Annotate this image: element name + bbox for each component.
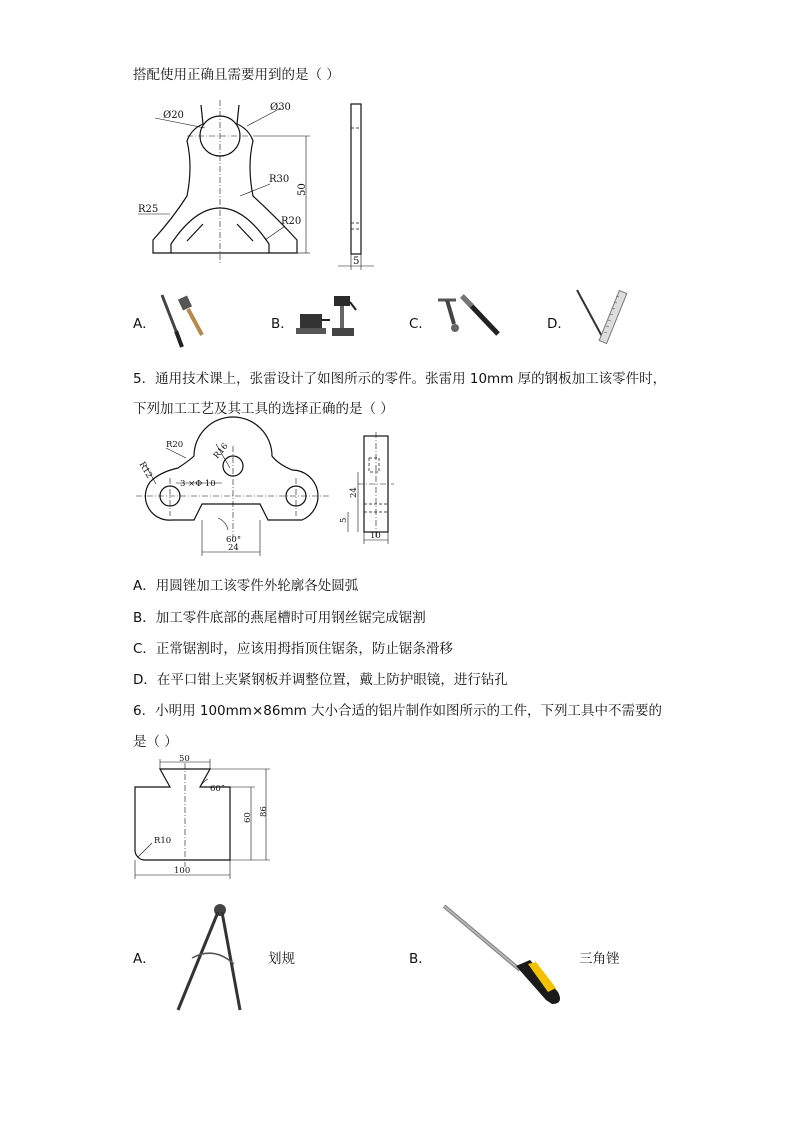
q5-dim-r20: R20 — [166, 440, 184, 450]
q5-dim-side-10: 10 — [370, 531, 381, 541]
q4-dim-r25: R25 — [138, 204, 159, 215]
q5-stem-line2: 下列加工工艺及其工具的选择正确的是（ ） — [133, 401, 394, 417]
q6-workpiece-drawing — [130, 754, 275, 882]
q4-dim-r30: R30 — [269, 174, 290, 185]
q4-dim-d20: Ø20 — [163, 110, 184, 121]
q4-option-d-label[interactable]: D． — [547, 316, 571, 332]
q5-dim-angle: 60° — [226, 535, 242, 545]
q5-option-b[interactable]: B．加工零件底部的燕尾槽时可用钢丝锯完成锯割 — [133, 610, 426, 626]
q4-dim-r20: R20 — [281, 216, 302, 227]
scriber-and-steel-ruler-icon — [575, 288, 637, 346]
q5-option-a[interactable]: A．用圆锉加工该零件外轮廓各处圆弧 — [133, 578, 359, 594]
bench-vise-and-drill-press-icon — [294, 292, 356, 344]
q6-option-a-text[interactable]: 划规 — [268, 951, 295, 967]
q4-dim-d30: Ø30 — [270, 102, 291, 113]
q5-dim-24: 24 — [228, 543, 239, 553]
q4-wrench-drawing — [135, 96, 315, 266]
q5-part-drawing — [132, 430, 337, 560]
q6-dim-100: 100 — [174, 866, 191, 876]
q6-stem-line1: 6．小明用 100mm×86mm 大小合适的铝片制作如图所示的工件，下列工具中不需要的 — [133, 703, 663, 719]
q5-dim-side-24: 24 — [349, 487, 359, 498]
q6-dim-60: 60 — [243, 812, 253, 823]
q4-dim-50: 50 — [297, 183, 308, 196]
q6-dim-50: 50 — [179, 754, 190, 764]
q6-option-b-text[interactable]: 三角锉 — [579, 951, 620, 967]
q5-option-c[interactable]: C．正常锯割时，应该用拇指顶住锯条，防止锯条滑移 — [133, 641, 453, 657]
q4-side-view — [338, 98, 378, 273]
triangular-file-icon — [440, 900, 570, 1010]
q6-option-b-label[interactable]: B． — [409, 951, 432, 967]
q4-option-b-label[interactable]: B． — [271, 316, 294, 332]
q4-stem: 搭配使用正确且需要用到的是（ ） — [133, 67, 340, 83]
q5-stem-line1: 5．通用技术课上，张雷设计了如图所示的零件。张雷用 10mm 厚的钢板加工该零件时， — [133, 371, 667, 387]
q6-option-a-label[interactable]: A． — [133, 951, 156, 967]
q5-dim-r12: R12 — [136, 460, 154, 481]
q6-stem-line2: 是（ ） — [133, 734, 178, 750]
q5-option-d[interactable]: D．在平口钳上夹紧钢板并调整位置，戴上防护眼镜，进行钻孔 — [133, 672, 508, 688]
q5-dim-holes: 3 ×Φ 10 — [180, 479, 216, 489]
q4-option-a-label[interactable]: A． — [133, 316, 156, 332]
q6-dim-r10: R10 — [154, 836, 172, 846]
q4-dim-5: 5 — [353, 256, 360, 267]
dividers-icon — [174, 902, 244, 1012]
q6-dim-angle: 60° — [210, 784, 226, 794]
q5-dim-r16: R16 — [211, 441, 231, 462]
q5-dim-side-5: 5 — [339, 517, 349, 523]
q6-dim-86: 86 — [259, 806, 269, 817]
q5-side-view — [338, 432, 398, 547]
q4-option-c-label[interactable]: C． — [409, 316, 432, 332]
file-and-brush-icon — [158, 291, 208, 349]
chuck-key-and-drill-bit-icon — [432, 292, 502, 342]
